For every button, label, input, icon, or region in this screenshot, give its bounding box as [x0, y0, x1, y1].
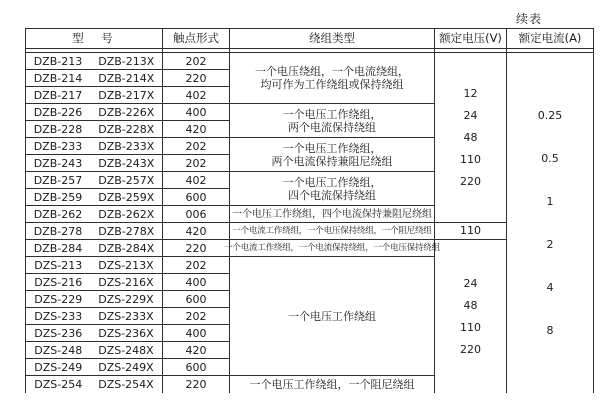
- model-number: DZS-233: [34, 309, 83, 323]
- model-number: DZS-236: [34, 326, 83, 340]
- model-number-x: DZS-213X: [98, 258, 154, 272]
- winding-type-text: 一个电流工作绕组，一个电流保持绕组，一个电压保持绕组: [224, 242, 440, 253]
- relay-spec-table: [25, 28, 594, 393]
- model-cell: [26, 172, 163, 189]
- contact-form-cell: 220: [163, 240, 230, 257]
- model-number: DZB-214: [33, 71, 83, 85]
- model-number-x: DZS-249X: [98, 360, 154, 374]
- column-header-contact: 触点形式: [163, 29, 230, 49]
- contact-form-cell: 420: [163, 121, 230, 138]
- rated-current-cell: [507, 53, 593, 393]
- model-number: DZB-233: [33, 139, 83, 153]
- winding-type-cell: [230, 257, 435, 376]
- contact-form-cell: 402: [163, 87, 230, 104]
- winding-type-text: 一个电压工作绕组，一个阻尼绕组: [249, 378, 415, 391]
- winding-type-text: 一个电压工作绕组，: [282, 141, 382, 155]
- model-number: DZS-249: [34, 360, 83, 374]
- voltage-value: 24: [463, 276, 478, 290]
- model-number-x: DZB-259X: [98, 190, 155, 204]
- contact-form-cell: 400: [163, 325, 230, 342]
- model-number-x: DZS-233X: [98, 309, 154, 323]
- winding-type-text: 一个电压工作绕组，四个电流保持兼阻尼绕组: [232, 208, 432, 220]
- contact-form-cell: 220: [163, 70, 230, 87]
- winding-type-cell: [230, 376, 435, 393]
- voltage-value: 110: [460, 320, 481, 334]
- winding-type-text: 一个电压工作绕组: [288, 309, 376, 323]
- contact-form-cell: 202: [163, 138, 230, 155]
- model-cell: [26, 189, 163, 206]
- model-cell: [26, 308, 163, 325]
- contact-form-cell: 202: [163, 53, 230, 70]
- model-number-x: DZB-262X: [98, 207, 155, 221]
- model-number-x: DZB-233X: [98, 139, 155, 153]
- model-number: DZB-257: [33, 173, 83, 187]
- contact-form-cell: 006: [163, 206, 230, 223]
- model-number-x: DZS-236X: [98, 326, 154, 340]
- contact-form-cell: 400: [163, 104, 230, 121]
- winding-type-cell: [230, 206, 435, 223]
- model-number-x: DZB-214X: [98, 71, 155, 85]
- current-value: 8: [546, 323, 554, 337]
- model-number-x: DZS-216X: [98, 275, 154, 289]
- model-cell: [26, 291, 163, 308]
- model-cell: [26, 87, 163, 104]
- model-number-x: DZB-226X: [98, 105, 155, 119]
- model-number: DZS-254: [34, 378, 83, 391]
- model-number: DZB-262: [33, 207, 83, 221]
- model-cell: [26, 342, 163, 359]
- voltage-value: 48: [463, 130, 478, 144]
- model-number: DZS-216: [34, 275, 83, 289]
- model-cell: [26, 104, 163, 121]
- contact-form-cell: 202: [163, 257, 230, 274]
- model-number-x: DZB-278X: [98, 224, 155, 238]
- model-cell: [26, 53, 163, 70]
- contact-form-cell: 600: [163, 291, 230, 308]
- model-number-x: DZB-217X: [98, 88, 155, 102]
- model-number: DZB-243: [33, 156, 83, 170]
- model-cell: [26, 325, 163, 342]
- contact-form-cell: 202: [163, 308, 230, 325]
- contact-form-cell: 400: [163, 274, 230, 291]
- model-cell: [26, 257, 163, 274]
- model-number: DZS-229: [34, 292, 83, 306]
- model-number-x: DZB-213X: [98, 54, 155, 68]
- model-cell: [26, 376, 163, 393]
- winding-type-cell: [230, 53, 435, 104]
- contact-form-cell: 420: [163, 342, 230, 359]
- model-number: DZS-213: [34, 258, 83, 272]
- winding-type-text: 四个电流保持绕组: [288, 188, 376, 202]
- voltage-value: 110: [460, 152, 481, 166]
- model-cell: [26, 223, 163, 240]
- model-number: DZB-228: [33, 122, 83, 136]
- winding-type-text: 一个电压工作绕组，: [282, 175, 382, 189]
- model-number-x: DZS-229X: [98, 292, 154, 306]
- model-number-x: DZB-257X: [98, 173, 155, 187]
- contact-form-cell: 202: [163, 155, 230, 172]
- winding-type-cell: [230, 172, 435, 206]
- column-header-current: 额定电流(A): [507, 29, 593, 49]
- current-value: 1: [546, 194, 554, 208]
- winding-type-text: 均可作为工作绕组或保持绕组: [260, 78, 404, 91]
- winding-type-text: 一个电压工作绕组，: [282, 107, 382, 121]
- winding-type-text: 一个电流工作绕组，一个电压保持绕组，一个阻尼绕组: [232, 225, 432, 236]
- model-number-x: DZB-284X: [98, 241, 155, 255]
- column-header-model: 型 号: [26, 29, 163, 49]
- voltage-value: 220: [460, 342, 481, 356]
- voltage-value: 48: [463, 298, 478, 312]
- model-number: DZB-226: [33, 105, 83, 119]
- contact-form-cell: 600: [163, 359, 230, 376]
- winding-type-text: 一个电压绕组，一个电流绕组，: [255, 65, 409, 78]
- model-cell: [26, 155, 163, 172]
- model-number: DZB-259: [33, 190, 83, 204]
- voltage-value: 12: [463, 86, 478, 100]
- contact-form-cell: 600: [163, 189, 230, 206]
- winding-type-cell: [230, 138, 435, 172]
- winding-type-text: 两个电流保持兼阻尼绕组: [271, 154, 393, 168]
- model-number-x: DZS-254X: [98, 378, 154, 391]
- winding-type-cell: [224, 240, 440, 257]
- model-cell: [26, 70, 163, 87]
- model-cell: [26, 274, 163, 291]
- model-cell: [26, 206, 163, 223]
- voltage-value: 110: [460, 224, 481, 237]
- model-number-x: DZS-248X: [98, 343, 154, 357]
- table-continued-label: 续表: [516, 12, 543, 26]
- model-number: DZB-213: [33, 54, 83, 68]
- column-header-voltage: 额定电压(V): [435, 29, 507, 49]
- rated-voltage-cell: [435, 53, 507, 223]
- model-cell: [26, 240, 163, 257]
- current-value: 0.5: [541, 151, 559, 165]
- model-cell: [26, 121, 163, 138]
- voltage-value: 220: [460, 174, 481, 188]
- relay-spec-grid: [26, 29, 593, 393]
- model-number-x: DZB-243X: [98, 156, 155, 170]
- current-value: 2: [546, 237, 554, 251]
- current-value: 4: [546, 280, 554, 294]
- contact-form-cell: 420: [163, 223, 230, 240]
- voltage-value: 24: [463, 108, 478, 122]
- current-value: 0.25: [537, 108, 563, 122]
- model-number: DZS-248: [34, 343, 83, 357]
- model-number-x: DZB-228X: [98, 122, 155, 136]
- model-number: DZB-284: [33, 241, 83, 255]
- contact-form-cell: 220: [163, 376, 230, 393]
- winding-type-cell: [230, 104, 435, 138]
- contact-form-cell: 402: [163, 172, 230, 189]
- winding-type-text: 两个电流保持绕组: [288, 120, 376, 134]
- rated-voltage-cell: [435, 223, 507, 240]
- model-number: DZB-217: [33, 88, 83, 102]
- winding-type-cell: [230, 223, 435, 240]
- rated-voltage-cell: [435, 240, 507, 393]
- column-header-winding: 绕组类型: [230, 29, 435, 49]
- model-number: DZB-278: [33, 224, 83, 238]
- model-cell: [26, 359, 163, 376]
- model-cell: [26, 138, 163, 155]
